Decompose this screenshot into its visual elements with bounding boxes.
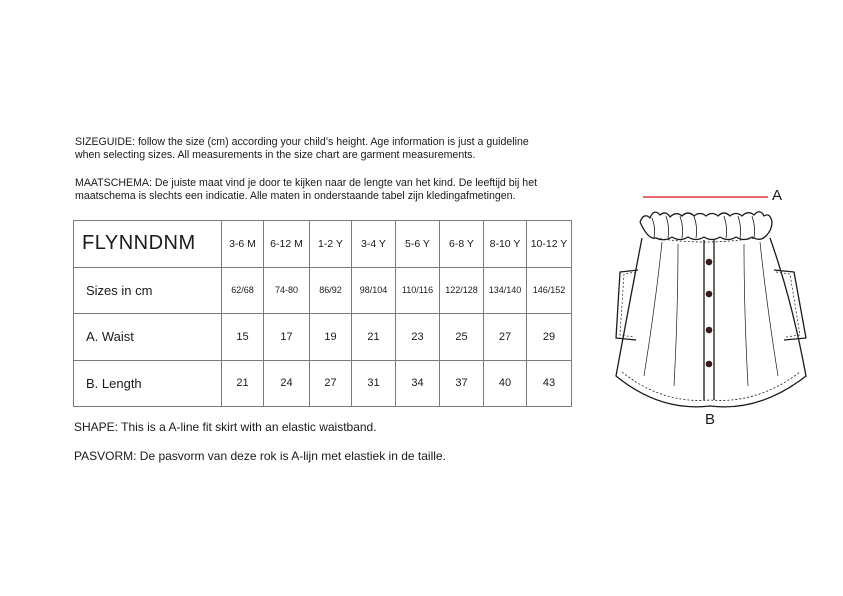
table-cell: 74-80 [264, 267, 310, 314]
button-icon [706, 327, 713, 334]
age-header: 10-12 Y [527, 221, 572, 268]
skirt-diagram [600, 180, 820, 415]
table-cell: 21 [352, 314, 396, 361]
table-cell: 21 [222, 360, 264, 407]
maatschema-text-nl [75, 177, 537, 203]
brand-name: FLYNNDNM [74, 221, 222, 268]
table-cell: 34 [396, 360, 440, 407]
button-icon [706, 291, 713, 298]
pasvorm-text-nl: PASVORM: De pasvorm van deze rok is A-lijn met elastiek in de taille. [74, 449, 446, 463]
maatschema-line-2: maatschema is slechts een indicatie. Alle maten in onderstaande tabel zijn kledingafmetingen. [75, 190, 516, 202]
table-cell: 17 [264, 314, 310, 361]
measure-label-a: A [772, 187, 783, 204]
size-chart-table [73, 220, 572, 407]
table-cell: 24 [264, 360, 310, 407]
table-row [74, 267, 572, 314]
row-label: B. Length [74, 360, 222, 407]
table-cell: 40 [484, 360, 527, 407]
sizeguide-text-en [75, 136, 529, 162]
age-header: 6-12 M [264, 221, 310, 268]
button-icon [706, 259, 713, 266]
table-cell: 27 [484, 314, 527, 361]
table-row [74, 360, 572, 407]
table-cell: 29 [527, 314, 572, 361]
row-label: A. Waist [74, 314, 222, 361]
age-header: 3-6 M [222, 221, 264, 268]
table-cell: 37 [440, 360, 484, 407]
table-cell: 134/140 [484, 267, 527, 314]
age-header: 6-8 Y [440, 221, 484, 268]
shape-text-en: SHAPE: This is a A-line fit skirt with an elastic waistband. [74, 420, 377, 434]
left-pocket [616, 270, 638, 340]
ruffle-bottom [640, 222, 772, 240]
table-cell: 86/92 [310, 267, 352, 314]
buttons [706, 259, 713, 368]
table-cell: 110/116 [396, 267, 440, 314]
table-header-row [74, 221, 572, 268]
table-cell: 146/152 [527, 267, 572, 314]
button-icon [706, 361, 713, 368]
age-header: 3-4 Y [352, 221, 396, 268]
table-cell: 62/68 [222, 267, 264, 314]
table-cell: 25 [440, 314, 484, 361]
table-row [74, 314, 572, 361]
row-label: Sizes in cm [74, 267, 222, 314]
table-cell: 27 [310, 360, 352, 407]
table-cell: 31 [352, 360, 396, 407]
table-cell: 43 [527, 360, 572, 407]
age-header: 1-2 Y [310, 221, 352, 268]
maatschema-line-1: MAATSCHEMA: De juiste maat vind je door te kijken naar de lengte van het kind. De leeftijd bij het [75, 177, 538, 189]
table-cell: 122/128 [440, 267, 484, 314]
table-cell: 19 [310, 314, 352, 361]
skirt-illustration [616, 212, 806, 407]
age-header: 5-6 Y [396, 221, 440, 268]
sizeguide-line-1: SIZEGUIDE: follow the size (cm) according your child’s height. Age information is just a guideline [75, 136, 529, 148]
table-cell: 23 [396, 314, 440, 361]
sizeguide-line-2: when selecting sizes. All measurements in the size chart are garment measurements. [75, 149, 476, 161]
table-cell: 98/104 [352, 267, 396, 314]
table-cell: 15 [222, 314, 264, 361]
age-header: 8-10 Y [484, 221, 527, 268]
measure-label-b: B [705, 411, 716, 428]
